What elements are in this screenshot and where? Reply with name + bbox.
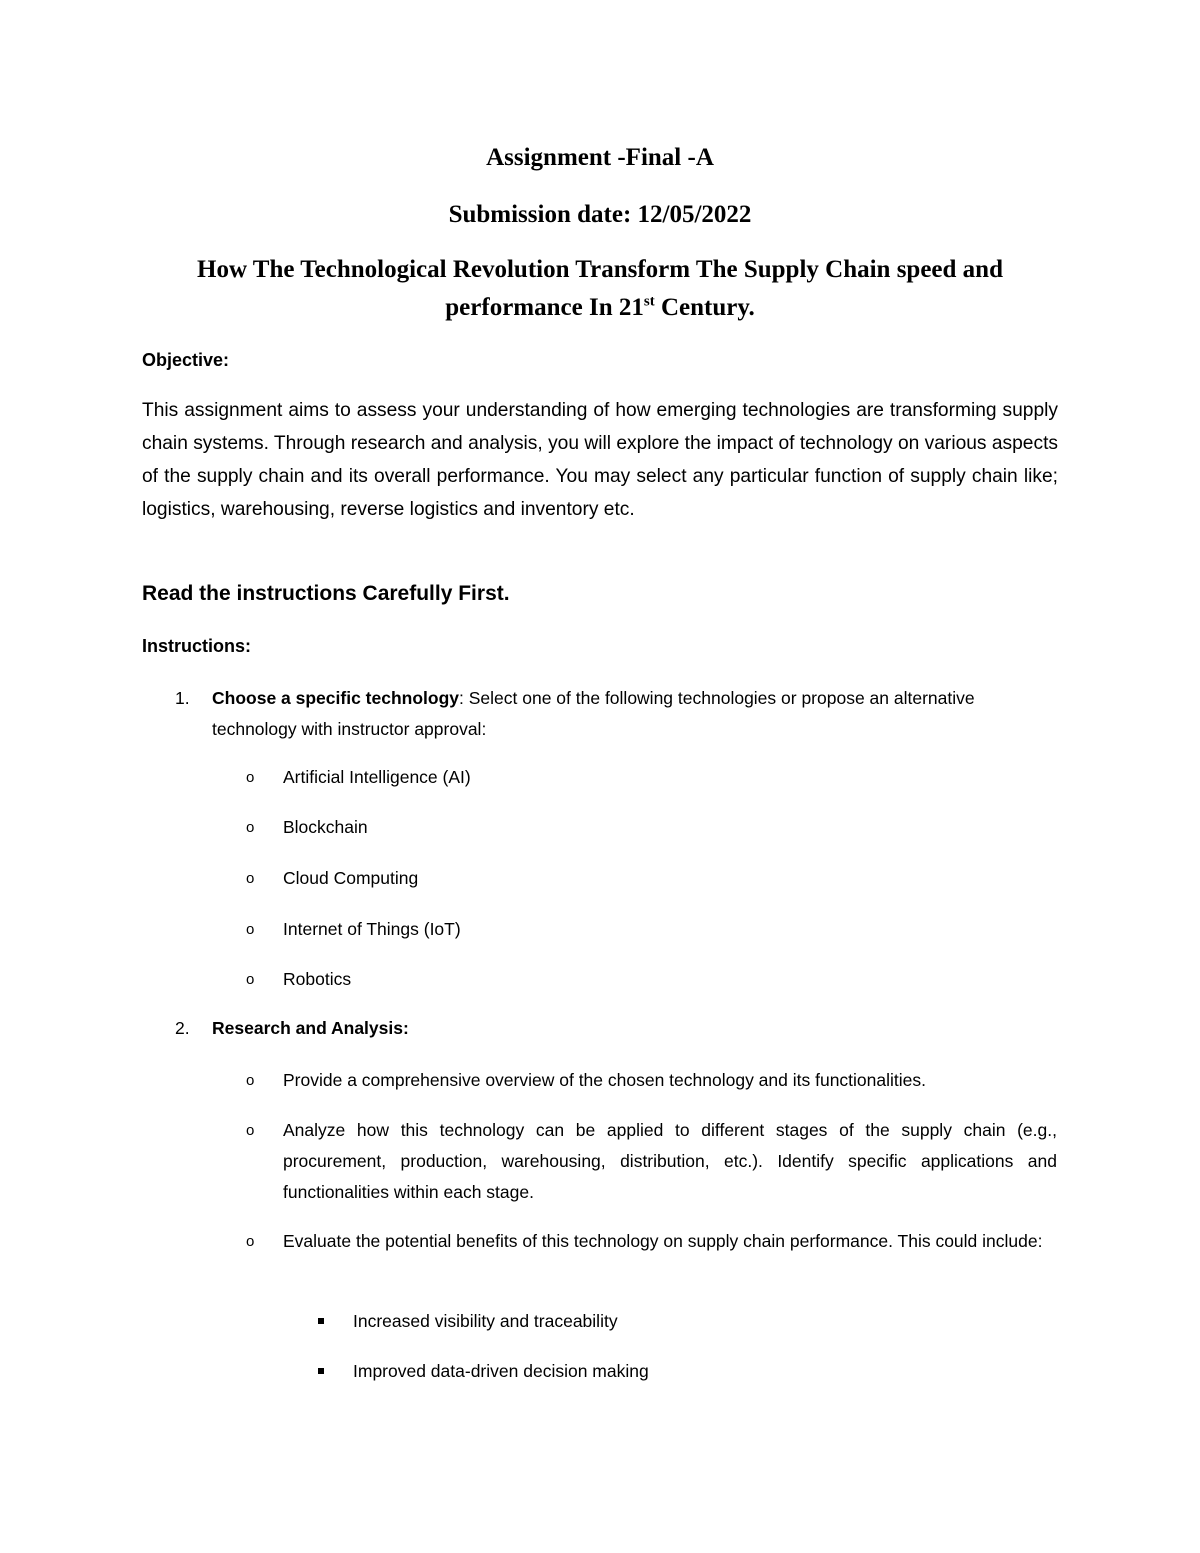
- list-item: Analyze how this technology can be applied to different stages of the supply chain (e.g., procurement, production, warehousing, distribution, etc.). Identify specific applications and functionalities within each stage.: [283, 1120, 1057, 1202]
- list-item: Cloud Computing: [283, 868, 419, 888]
- topic-title-line-2-end: Century.: [654, 294, 755, 321]
- read-instructions-heading: Read the instructions Carefully First.: [142, 582, 510, 605]
- list-item: Robotics: [283, 969, 352, 989]
- bullet-o-icon: o: [246, 921, 255, 938]
- list-item: Provide a comprehensive overview of the chosen technology and its functionalities.: [283, 1070, 927, 1090]
- assignment-title: Assignment -Final -A: [486, 144, 714, 171]
- topic-title-line-2: [0, 293, 1200, 323]
- square-bullet-icon: [318, 1368, 324, 1374]
- step-2-title: Research and Analysis:: [212, 1018, 409, 1038]
- topic-title-line-2-text: performance In 21: [445, 294, 644, 321]
- topic-title-line-1: How The Technological Revolution Transform The Supply Chain speed and: [197, 256, 1003, 283]
- step-1-text: [212, 683, 1062, 745]
- bullet-o-icon: o: [246, 1122, 255, 1139]
- bullet-o-icon: o: [246, 870, 255, 887]
- bullet-o-icon: o: [246, 971, 255, 988]
- objective-paragraph: This assignment aims to assess your understanding of how emerging technologies are transforming supply chain systems. Through research and analysis, you will explore the impact of technology on various aspects of the supply chain and its overall performance. You may select any particular function of supply chain like; logistics, warehousing, reverse logistics and inventory etc.: [142, 400, 1058, 520]
- bullet-o-icon: o: [246, 1072, 255, 1089]
- bullet-o-icon: o: [246, 769, 255, 786]
- sub-list-item: Improved data-driven decision making: [353, 1361, 649, 1381]
- step-1-description: Select one of the following technologies or propose an alternative technology with instructor approval:: [212, 688, 975, 739]
- list-item: Artificial Intelligence (AI): [283, 767, 471, 787]
- step-1-colon: :: [459, 688, 464, 708]
- list-item: Internet of Things (IoT): [283, 919, 461, 939]
- objective-heading: Objective:: [142, 350, 230, 370]
- list-item: Evaluate the potential benefits of this technology on supply chain performance. This could include:: [283, 1231, 1043, 1251]
- bullet-o-icon: o: [246, 1233, 255, 1250]
- square-bullet-icon: [318, 1318, 324, 1324]
- step-2-number: 2.: [175, 1018, 190, 1038]
- submission-date: Submission date: 12/05/2022: [448, 201, 752, 228]
- step-1-title: Choose a specific technology: [212, 688, 459, 708]
- sub-list-item: Increased visibility and traceability: [353, 1311, 618, 1331]
- bullet-o-icon: o: [246, 819, 255, 836]
- list-item: Blockchain: [283, 817, 368, 837]
- step-1-number: 1.: [175, 688, 190, 708]
- topic-title-superscript: st: [643, 293, 655, 310]
- instructions-heading: Instructions:: [142, 636, 252, 656]
